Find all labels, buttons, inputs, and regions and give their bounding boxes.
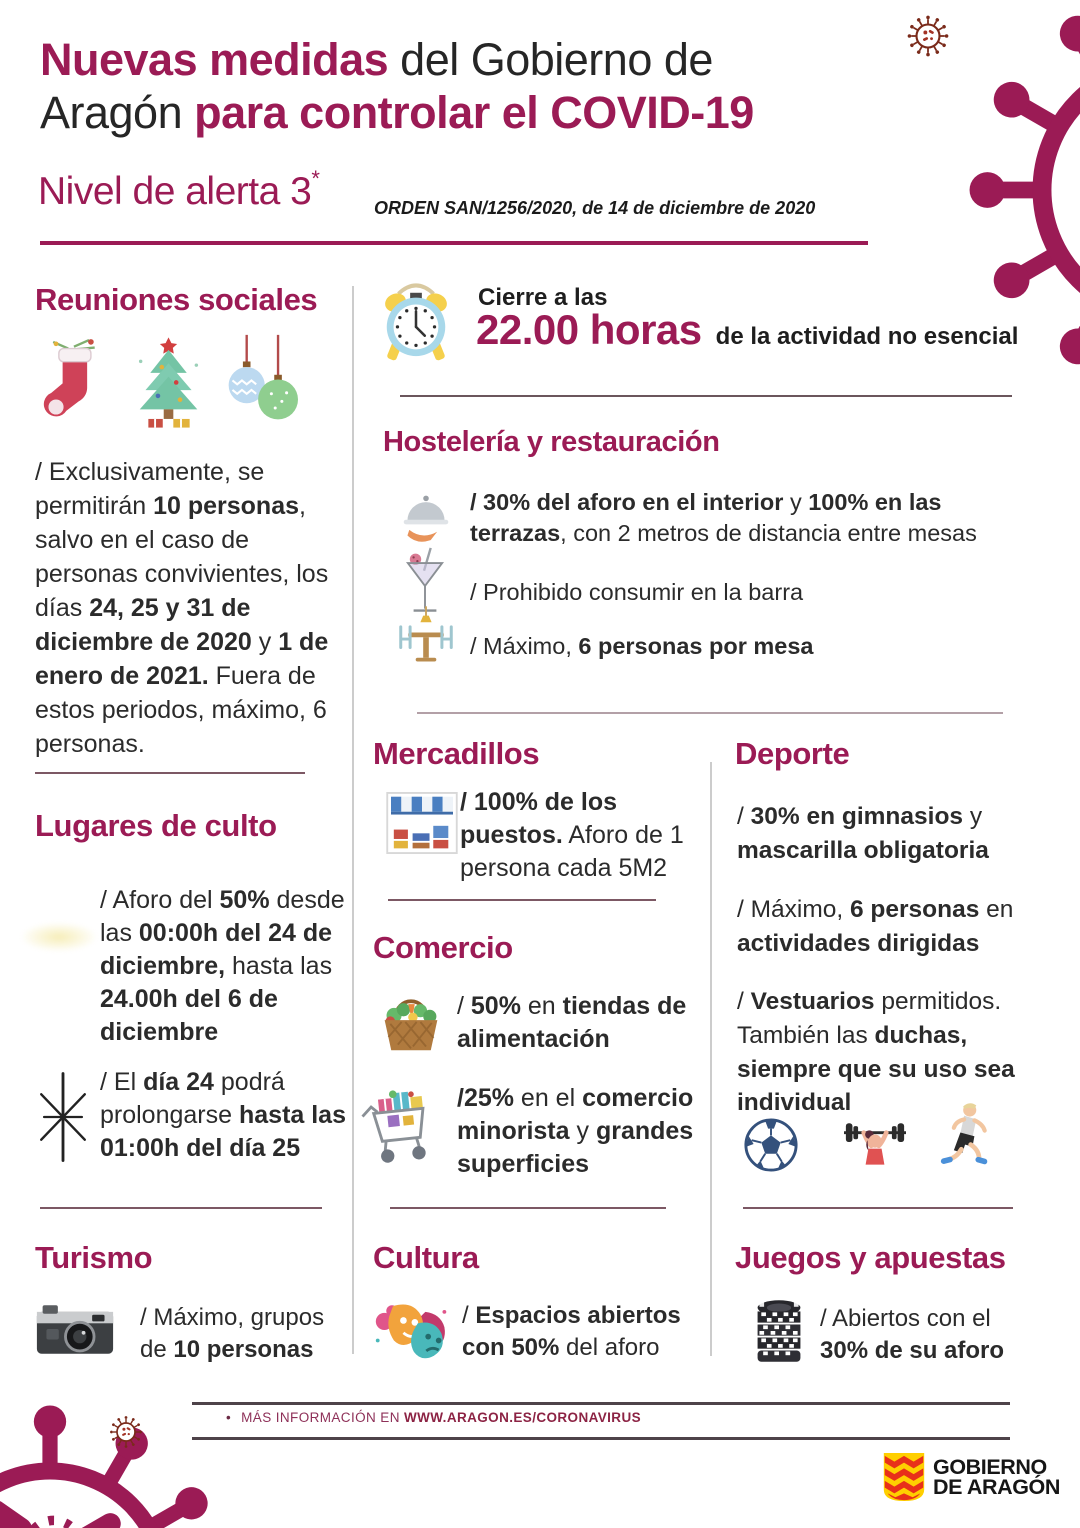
section-heading-juegos: Juegos y apuestas	[735, 1240, 1006, 1275]
cierre-line-1: Cierre a las	[478, 284, 608, 311]
section-heading-turismo: Turismo	[35, 1240, 153, 1275]
footer-divider-bottom	[192, 1437, 1010, 1440]
section-heading-comercio: Comercio	[373, 930, 513, 965]
logo-text: GOBIERNO DE ARAGÓN	[933, 1454, 1060, 1499]
title-line-2: Aragón para controlar el COVID-19	[40, 86, 754, 138]
turismo-item: / Máximo, grupos de 10 personas	[140, 1304, 325, 1364]
footer-info-url: WWW.ARAGON.ES/CORONAVIRUS	[404, 1410, 641, 1425]
small-virus-icon-bottom-left	[108, 1414, 144, 1450]
faded-candle-icon	[20, 922, 98, 952]
divider	[417, 712, 1003, 714]
column-divider-left	[352, 286, 354, 1354]
divider	[743, 1207, 1013, 1209]
cierre-line-2	[476, 306, 1018, 354]
culto-item-2: / El día 24 podrá prolongarse hasta las 01:00h del día 25	[100, 1068, 346, 1162]
divider	[390, 1207, 666, 1209]
comercio-item-2: /25% en el comercio minorista y grandes superficies	[457, 1084, 694, 1178]
alarm-clock-icon	[377, 280, 455, 366]
divider	[388, 899, 656, 901]
serving-cloche-icon	[400, 489, 452, 543]
title-line-1: Nuevas medidas del Gobierno de	[40, 34, 713, 85]
alert-asterisk: *	[311, 166, 320, 191]
hosteleria-item-3: / Máximo, 6 personas por mesa	[470, 633, 814, 659]
header-divider	[40, 241, 868, 245]
column-divider-right	[710, 762, 712, 1356]
reuniones-text: / Exclusivamente, se permitirán 10 personas, salvo en el caso de personas convivientes, los días 24, 25 y 31 de diciembre de 2020 y 1 de enero de 2021. Fuera de estos periodos, máximo, 6 personas.	[35, 458, 329, 758]
weightlifting-icon	[840, 1112, 910, 1174]
small-virus-icon-top-right	[905, 13, 951, 59]
divider	[40, 1207, 322, 1209]
deporte-item-3: / Vestuarios permitidos. También las duchas, siempre que su uso sea individual	[737, 988, 1015, 1117]
section-heading-mercadillos: Mercadillos	[373, 736, 540, 771]
aragon-shield-icon	[882, 1452, 926, 1502]
christmas-tree-icon	[133, 334, 205, 429]
hosteleria-item-2: / Prohibido consumir en la barra	[470, 579, 804, 605]
section-heading-hosteleria: Hostelería y restauración	[383, 426, 720, 458]
soccer-ball-icon	[743, 1117, 799, 1173]
divider	[400, 395, 1012, 397]
poker-chips-icon	[752, 1298, 806, 1364]
deporte-item-1: / 30% en gimnasios y mascarilla obligatoria	[737, 803, 989, 864]
theater-masks-icon	[372, 1296, 452, 1364]
gobierno-aragon-logo	[882, 1452, 1060, 1502]
market-stall-icon	[386, 792, 458, 854]
divider	[35, 772, 305, 774]
deporte-item-2: / Máximo, 6 personas en actividades dirigidas	[737, 896, 1014, 957]
comercio-item-1: / 50% en tiendas de alimentación	[457, 992, 687, 1053]
section-heading-cultura: Cultura	[373, 1240, 479, 1275]
section-heading-deporte: Deporte	[735, 736, 850, 771]
cultura-item: / Espacios abiertos con 50% del aforo	[462, 1302, 681, 1362]
shopping-cart-icon	[356, 1082, 444, 1172]
hosteleria-item-1: / 30% del aforo en el interior y 100% en las terrazas, con 2 metros de distancia entre mesas	[470, 489, 977, 547]
culto-item-1: / Aforo del 50% desde las 00:00h del 24 de diciembre, hasta las 24.00h del 6 de diciembre	[100, 886, 345, 1046]
section-heading-culto: Lugares de culto	[35, 808, 277, 843]
cierre-scope: de la actividad no esencial	[715, 323, 1019, 350]
cierre-time: 22.00 horas	[476, 306, 702, 353]
table-chairs-icon	[397, 606, 455, 674]
food-basket-icon	[377, 990, 445, 1054]
ornaments-icon	[222, 334, 298, 426]
camera-icon	[35, 1300, 115, 1358]
order-reference: ORDEN SAN/1256/2020, de 14 de diciembre de 2020	[374, 198, 816, 218]
footer-info-prefix: MÁS INFORMACIÓN EN	[241, 1410, 404, 1425]
mercadillos-item: / 100% de los puestos. Aforo de 1 persona cada 5M2	[460, 788, 684, 882]
star-sparkle-icon	[28, 1068, 98, 1166]
runner-icon	[938, 1100, 994, 1178]
juegos-item: / Abiertos con el 30% de su aforo	[820, 1305, 1005, 1365]
christmas-stocking-icon	[40, 336, 106, 428]
footer-bullet: •	[226, 1410, 232, 1425]
section-heading-reuniones: Reuniones sociales	[35, 282, 318, 317]
page-title	[40, 34, 900, 139]
footer-info	[226, 1410, 641, 1425]
footer-divider-top	[192, 1402, 1010, 1405]
alert-level: Nivel de alerta 3*	[38, 166, 320, 213]
